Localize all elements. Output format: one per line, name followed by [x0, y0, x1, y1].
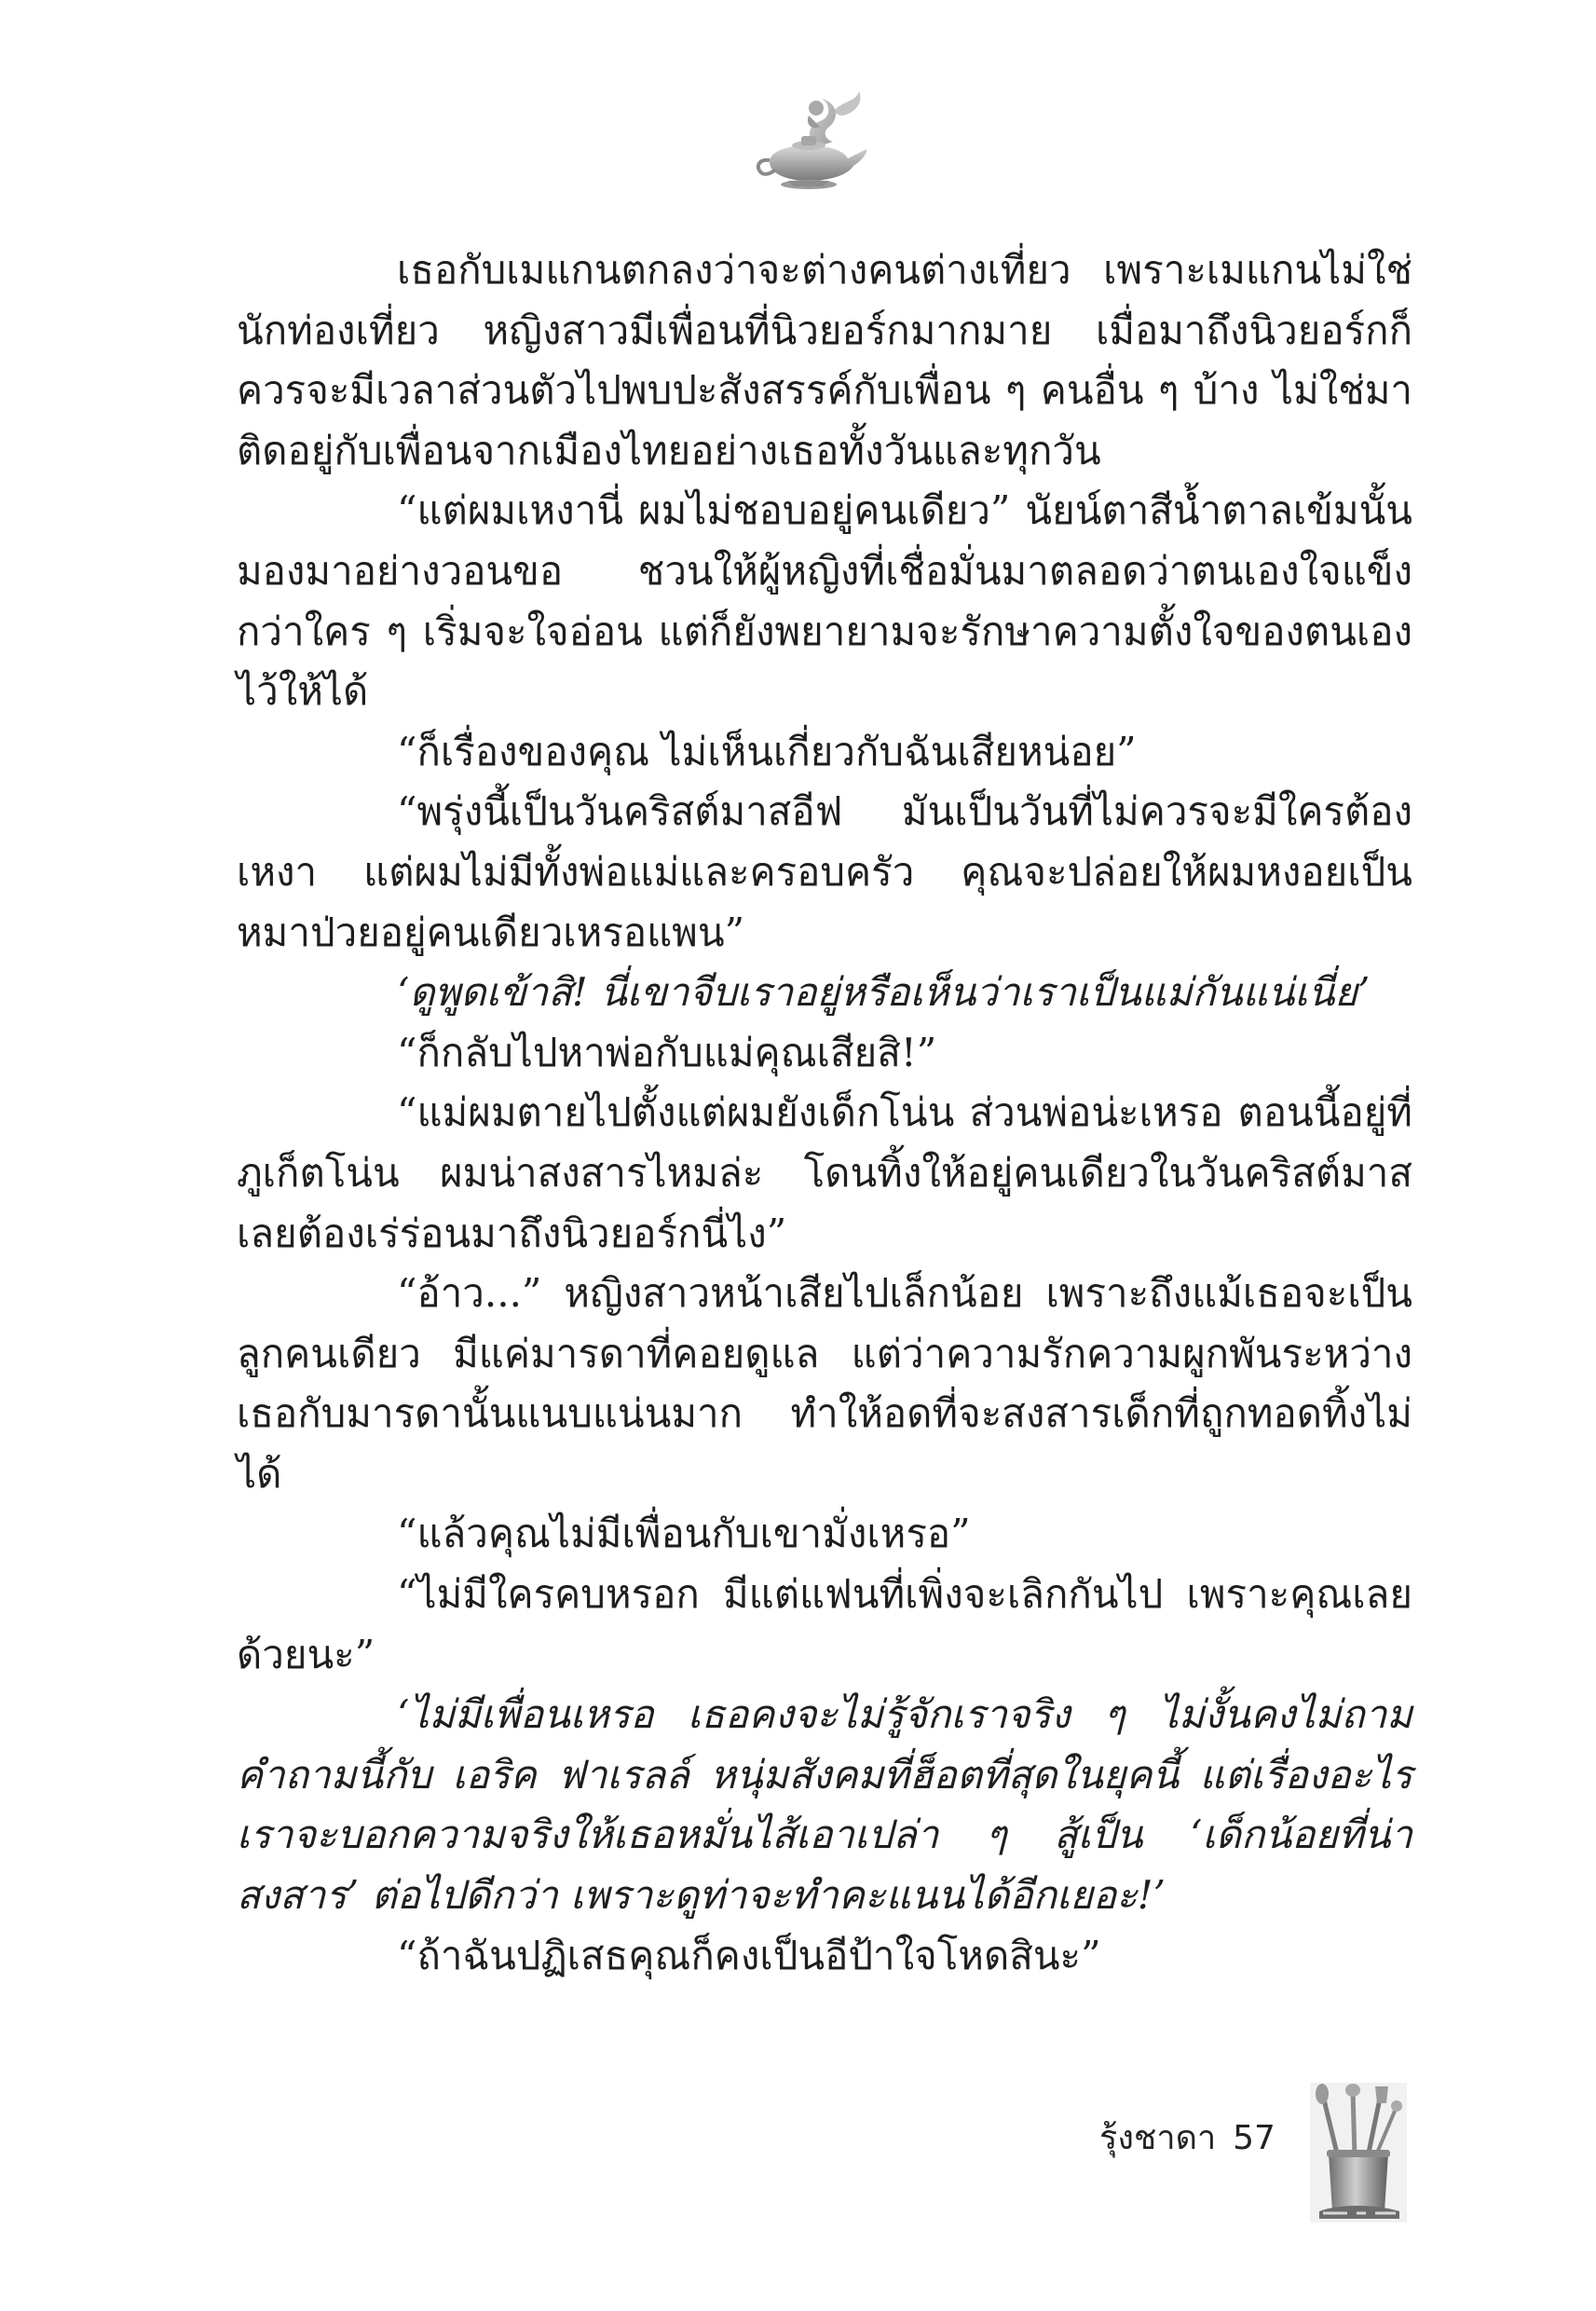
footer-author: รุ้งชาดา	[1099, 2119, 1217, 2157]
paragraph-10: “ไม่มีใครคบหรอก มีแต่แฟนที่เพิ่งจะเลิกกันไป เพราะคุณเลยด้วยนะ”	[237, 1571, 1412, 1677]
genie-lamp-icon	[751, 84, 872, 196]
paragraph-9: “แล้วคุณไม่มีเพื่อนกับเขามั่งเหรอ”	[397, 1511, 971, 1557]
page-footer	[1071, 2083, 1407, 2232]
page-number: 57	[1233, 2119, 1275, 2157]
paragraph-6: “ก็กลับไปหาพ่อกับแม่คุณเสียสิ!”	[397, 1029, 937, 1075]
paragraph-3: “ก็เรื่องของคุณ ไม่เห็นเกี่ยวกับฉันเสียหน่อย”	[397, 728, 1137, 774]
footer-page-info	[1099, 2111, 1275, 2164]
paragraph-1: เธอกับเมแกนตกลงว่าจะต่างคนต่างเที่ยว เพราะเมแกนไม่ใช่นักท่องเที่ยว หญิงสาวมีเพื่อนที่นิวยอร์กมากมาย เมื่อมาถึงนิวยอร์กก็ควรจะมีเวลาส่วนตัวไปพบปะสังสรรค์กับเพื่อน ๆ คนอื่น ๆ บ้าง ไม่ใช่มาติดอยู่กับเพื่อนจากเมืองไทยอย่างเธอทั้งวันและทุกวัน	[237, 247, 1412, 473]
kitchen-utensils-icon	[1310, 2083, 1407, 2222]
body-text	[237, 240, 1412, 1986]
paragraph-5-thought: ‘ดูพูดเข้าสิ! นี่เขาจีบเราอยู่หรือเห็นว่าเราเป็นแม่กันแน่เนี่ย’	[397, 969, 1371, 1016]
paragraph-8: “อ้าว...” หญิงสาวหน้าเสียไปเล็กน้อย เพราะถึงแม้เธอจะเป็นลูกคนเดียว มีแค่มารดาที่คอยดูแล แต่ว่าความรักความผูกพันระหว่างเธอกับมารดานั้นแนบแน่นมาก ทำให้อดที่จะสงสารเด็กที่ถูกทอดทิ้งไม่ได้	[237, 1270, 1412, 1497]
paragraph-2: “แต่ผมเหงานี่ ผมไม่ชอบอยู่คนเดียว” นัยน์ตาสีน้ำตาลเข้มนั้นมองมาอย่างวอนขอ ชวนให้ผู้หญิงที่เชื่อมั่นมาตลอดว่าตนเองใจแข็งกว่าใคร ๆ เริ่มจะใจอ่อน แต่ก็ยังพยายามจะรักษาความตั้งใจของตนเองไว้ให้ได้	[237, 487, 1412, 715]
paragraph-4: “พรุ่งนี้เป็นวันคริสต์มาสอีฟ มันเป็นวันที่ไม่ควรจะมีใครต้องเหงา แต่ผมไม่มีทั้งพ่อแม่และครอบครัว คุณจะปล่อยให้ผมหงอยเป็นหมาป่วยอยู่คนเดียวเหรอแพน”	[237, 788, 1412, 955]
paragraph-11-thought: ‘ไม่มีเพื่อนเหรอ เธอคงจะไม่รู้จักเราจริง ๆ ไม่งั้นคงไม่ถามคำถามนี้กับ เอริค ฟาเรลล์ หนุ่มสังคมที่ฮ็อตที่สุดในยุคนี้ แต่เรื่องอะไรเราจะบอกความจริงให้เธอหมั่นไส้เอาเปล่า ๆ สู้เป็น ‘เด็กน้อยที่น่าสงสาร’ ต่อไปดีกว่า เพราะดูท่าจะทำคะแนนได้อีกเยอะ!’	[237, 1691, 1412, 1919]
paragraph-12: “ถ้าฉันปฏิเสธคุณก็คงเป็นอีป้าใจโหดสินะ”	[397, 1932, 1101, 1978]
paragraph-7: “แม่ผมตายไปตั้งแต่ผมยังเด็กโน่น ส่วนพ่อน่ะเหรอ ตอนนี้อยู่ที่ภูเก็ตโน่น ผมน่าสงสารไหมล่ะ โดนทิ้งให้อยู่คนเดียวในวันคริสต์มาสเลยต้องเร่ร่อนมาถึงนิวยอร์กนี่ไง”	[237, 1089, 1412, 1256]
